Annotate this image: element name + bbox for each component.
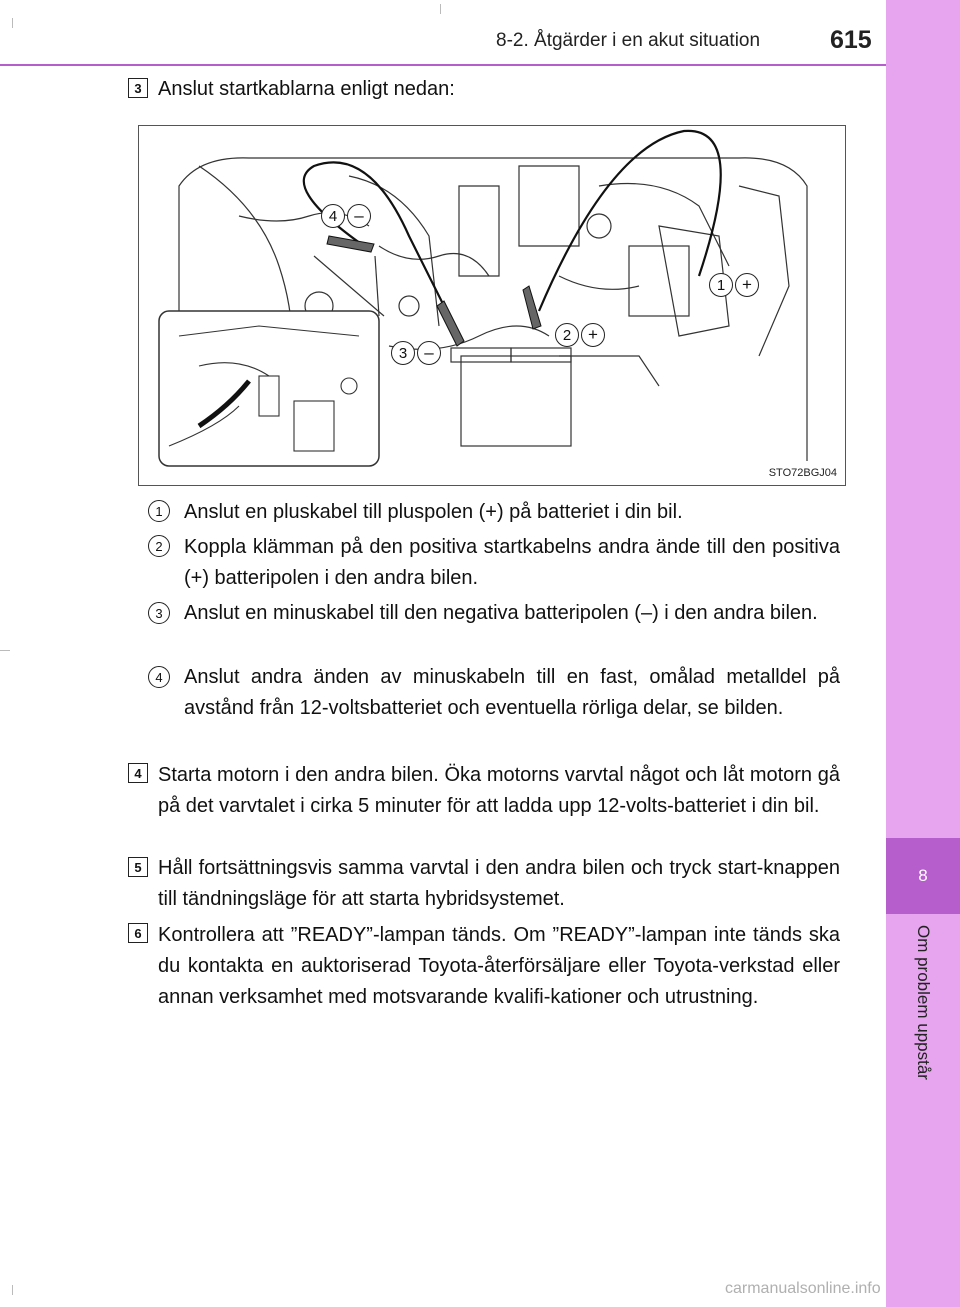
engine-bay-drawing (139, 126, 846, 486)
page-number: 615 (830, 26, 872, 54)
watermark: carmanualsonline.info (725, 1280, 881, 1297)
step-text: Anslut startkablarna enligt nedan: (158, 78, 455, 100)
callout-2-plus (555, 323, 605, 347)
callout-3-minus (391, 341, 441, 365)
section-title: 8-2. Åtgärder i en akut situation (496, 30, 761, 51)
substep-text: Anslut andra änden av minuskabeln till en fast, omålad metalldel på avstånd från 12-voltsbatteriet och eventuella rörliga delar, se bilden. (184, 666, 840, 719)
substep-number: 2 (148, 535, 170, 557)
substep-number: 3 (148, 602, 170, 624)
crop-mark (12, 18, 13, 28)
jump-start-illustration (138, 125, 846, 486)
step-badge: 4 (128, 763, 148, 783)
step-badge: 3 (128, 78, 148, 98)
callout-number: 4 (321, 204, 345, 228)
figure-code: STO72BGJ04 (768, 467, 837, 479)
crop-mark (0, 650, 10, 651)
plus-icon: + (735, 273, 759, 297)
step-text: Starta motorn i den andra bilen. Öka motorns varvtal något och låt motorn gå på det varvtalet i cirka 5 minuter för att ladda upp 12-volts-batteriet i din bil. (158, 764, 840, 817)
callout-4-minus (321, 204, 371, 228)
chapter-title: Om problem uppstår (914, 925, 933, 1080)
minus-icon: – (347, 204, 371, 228)
substep-text: Anslut en pluskabel till pluspolen (+) på batteriet i din bil. (184, 501, 683, 523)
callout-number: 3 (391, 341, 415, 365)
step-text: Håll fortsättningsvis samma varvtal i den andra bilen och tryck start-knappen till tändningsläge för att starta hybridsystemet. (158, 857, 840, 910)
callout-number: 2 (555, 323, 579, 347)
minus-icon: – (417, 341, 441, 365)
step-badge: 5 (128, 857, 148, 877)
substep-number: 1 (148, 500, 170, 522)
callout-number: 1 (709, 273, 733, 297)
substep-text: Koppla klämman på den positiva startkabelns andra ände till den positiva (+) batteripolen i den andra bilen. (184, 536, 840, 589)
header-rule (0, 64, 886, 66)
step-badge: 6 (128, 923, 148, 943)
substep-text: Anslut en minuskabel till den negativa batteripolen (–) i den andra bilen. (184, 602, 818, 624)
chapter-number: 8 (886, 838, 960, 914)
crop-mark (12, 1285, 13, 1295)
crop-mark (440, 4, 441, 14)
callout-1-plus (709, 273, 759, 297)
plus-icon: + (581, 323, 605, 347)
step-text: Kontrollera att ”READY”-lampan tänds. Om ”READY”-lampan inte tänds ska du kontakta en auktoriserad Toyota-återförsäljare eller Toyota-verkstad eller annan verksamhet med motsvarande kvalifi-kationer och utrustning. (158, 924, 840, 1008)
substep-number: 4 (148, 666, 170, 688)
